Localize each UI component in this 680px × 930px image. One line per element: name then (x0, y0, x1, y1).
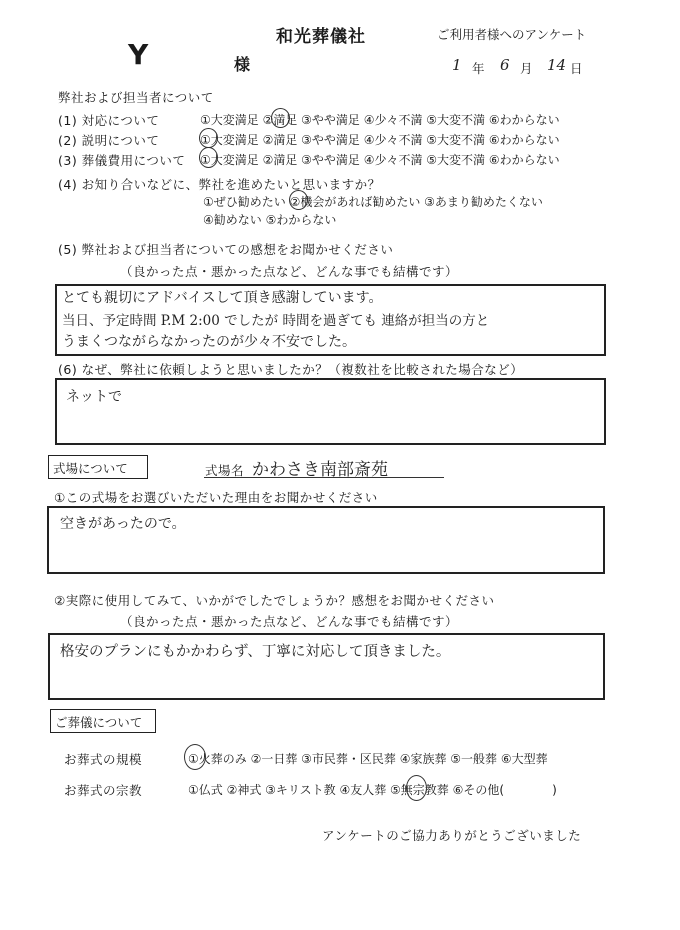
q6-label: (6) なぜ、弊社に依頼しようと思いましたか？（複数社を比較された場合など） (58, 362, 524, 377)
q6-answer-box (55, 378, 606, 445)
date-day: 14 (547, 56, 567, 74)
q1-label: (1) 対応について (58, 113, 160, 128)
funeral-scale-label: お葬式の規模 (64, 752, 143, 767)
section-funeral-heading: ご葬儀について (50, 709, 156, 733)
venue-name-label: 式場名 (205, 463, 245, 478)
honorific: 様 (234, 55, 251, 74)
q5-answer-line: 当日、予定時間 P.M 2:00 でしたが 時間を過ぎても 連絡が担当の方と (62, 313, 490, 329)
q4-options-line2: ④勧めない ⑤わからない (203, 213, 337, 227)
venue-q2-label: ②実際に使用してみて、いかがでしたでしょうか？感想をお聞かせください (54, 593, 495, 608)
q1-options: ①大変満足 ②満足 ③やや満足 ④少々不満 ⑤大変不満 ⑥わからない (200, 113, 560, 127)
q2-selected-circle (199, 128, 218, 148)
date-day-unit: 日 (570, 61, 583, 76)
date-month: 6 (500, 56, 510, 74)
q6-answer: ネットで (66, 389, 122, 405)
q3-options: ①大変満足 ②満足 ③やや満足 ④少々不満 ⑤大変不満 ⑥わからない (200, 153, 560, 167)
q5-answer-line: うまくつながらなかったのが少々不安でした。 (62, 334, 356, 350)
q5-hint: （良かった点・悪かった点など、どんな事でも結構です） (120, 264, 459, 279)
funeral-religion-label: お葬式の宗教 (64, 783, 143, 798)
venue-q2-answer: 格安のプランにもかかわらず、丁寧に対応して頂きました。 (60, 644, 451, 660)
q5-answer-line: とても親切にアドバイスして頂き感謝しています。 (62, 290, 383, 306)
date-month-unit: 月 (520, 61, 533, 76)
q4-label: (4) お知り合いなどに、弊社を進めたいと思いますか？ (58, 177, 381, 192)
company-name: 和光葬儀社 (276, 27, 366, 47)
q4-options-line1: ①ぜひ勧めたい ②機会があれば勧めたい ③あまり勧めたくない (203, 195, 543, 209)
funeral-scale-options: ①火葬のみ ②一日葬 ③市民葬・区民葬 ④家族葬 ⑤一般葬 ⑥大型葬 (188, 752, 548, 766)
q3-selected-circle (199, 147, 218, 168)
date-year-unit: 年 (472, 61, 485, 76)
q5-label: (5) 弊社および担当者についての感想をお聞かせください (58, 242, 394, 257)
footer-thanks: アンケートのご協力ありがとうございました (322, 828, 582, 843)
venue-name: かわさき南部斎苑 (252, 460, 388, 480)
q3-label: (3) 葬儀費用について (58, 153, 186, 168)
venue-q1-answer: 空きがあったので。 (60, 516, 186, 532)
q2-options: ①大変満足 ②満足 ③やや満足 ④少々不満 ⑤大変不満 ⑥わからない (200, 133, 560, 147)
survey-title: ご利用者様へのアンケート (437, 27, 587, 42)
q4-selected-circle (289, 190, 308, 210)
section-venue-heading: 式場について (48, 455, 148, 479)
section-staff-heading: 弊社および担当者について (58, 90, 214, 105)
funeral-religion-selected-circle (406, 775, 427, 801)
q1-selected-circle (271, 108, 290, 128)
venue-q1-label: ①この式場をお選びいただいた理由をお聞かせください (54, 490, 378, 505)
q2-label: (2) 説明について (58, 133, 160, 148)
funeral-religion-options: ①仏式 ②神式 ③キリスト教 ④友人葬 ⑤無宗教葬 ⑥その他( ) (188, 783, 557, 797)
funeral-scale-selected-circle (184, 744, 206, 770)
date-year: 1 (452, 56, 462, 74)
venue-q2-hint: （良かった点・悪かった点など、どんな事でも結構です） (120, 614, 459, 629)
customer-initial: Y (128, 38, 149, 71)
venue-name-underline (204, 477, 444, 478)
